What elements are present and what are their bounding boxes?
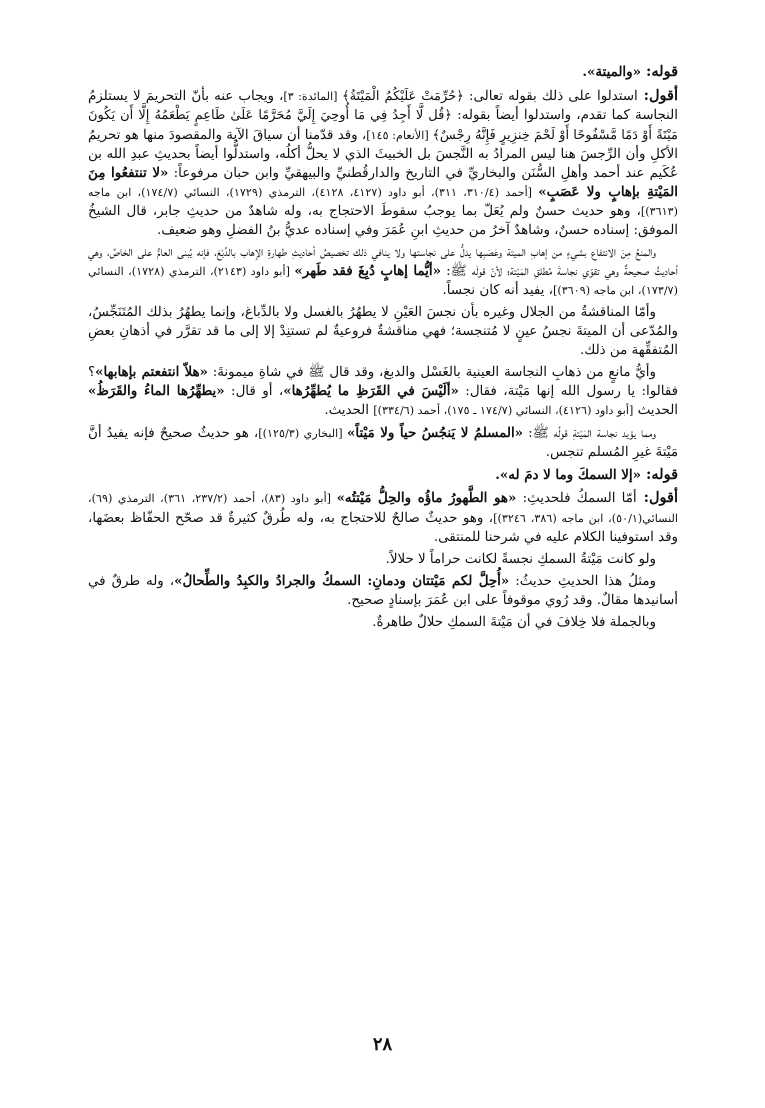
- quran-verse: ﴿حُرِّمَتْ عَلَيْكُمُ الْمَيْتَةُ﴾: [341, 88, 464, 104]
- body-text: ، وله طرقٌ في أسانيدها مقالٌ. وقد رُوي موقوفاً على ابن عُمَرَ بإسنادٍ صحيح.: [88, 573, 678, 608]
- citation: [أحمد (٣١٠/٤، ٣١١)، أبو داود (٤١٢٧، ٤١٢٨)، الترمذي (١٧٢٩)، النسائي (١٧٤/٧)، ابن ماجه (٣٦١٣)]: [88, 186, 678, 219]
- body-text: وأيُّ مانعٍ من ذهابِ النجاسة العينية بالغَسْل والدبغ، وقد قال ﷺ في شاةِ ميمونةَ:: [207, 365, 656, 381]
- emphasis-text: «لا تنتفعُوا مِنَ المَيْتةِ بإهابٍ ولا عَصَبٍ»: [88, 165, 678, 201]
- body-text: استدلوا على ذلك بقوله تعالى:: [463, 88, 638, 104]
- emphasis-text: «المسلمُ لا يَنجُسُ حياً ولا مَيْتاً»: [347, 424, 524, 441]
- paragraph: [88, 86, 678, 241]
- paragraph: [88, 550, 678, 569]
- emphasis-text: قوله:: [640, 465, 678, 483]
- body-text: الحديث: [633, 403, 678, 419]
- quran-verse: ﴿قُل لَّا أَجِدُ فِي مَا أُوحِيَ إِلَيَّ مُحَرَّمًا عَلَىٰ طَاعِمٍ يَطْعَمُهُ إِلَّا أَن يَكُونَ مَيْتَةً أَوْ دَمًا مَّسْفُوحًا أَوْ لَحْمَ خِنزِيرٍ فَإِنَّهُ رِجْسٌ﴾: [88, 108, 678, 143]
- body-text: والمنعُ مِنَ الانتفاع بشيءٍ من إهابِ الميتة وعَصَبِها يدلُّ على نجاستها ولا ينافي ذلك تخصيصُ أحاديثِ طهارةِ الإهاب بالدِّبْغ، فإنه يُبنى العامُّ على الخاصِّ، وهي أحاديثُ صحيحةٌ وهي تقوّي نجاسةَ مُطلقِ المَيْتة؛ لأنّ قولَه ﷺ:: [88, 245, 678, 280]
- paragraph: [88, 363, 678, 420]
- citation: [المائدة: ٣]: [283, 89, 342, 103]
- body-text: ، وقد قدّمنا أن سياقَ الآية والمقصودَ منها هو تحريمُ الأكلِ وأن الرِّجسَ هنا ليس المرادُ به النَّجسَ بل الخبيثَ الذي لا يحلُّ أكلُه، واستدلُّوا أيضاً بحديثِ عبدِ الله بن عُكَيم عند أحمد وأهلِ السُّنَن والبخاريِّ في التاريخ والدارقُطنيِّ والبيهقيِّ وابن حبان مرفوعاً:: [88, 127, 678, 182]
- page-text-block: [88, 62, 678, 1052]
- paragraph: [88, 424, 678, 462]
- paragraph: [88, 488, 678, 547]
- emphasis-text: قوله:: [640, 63, 678, 80]
- emphasis-text: «والميتة».: [582, 64, 641, 80]
- emphasis-text: «هو الطَّهورُ ماؤُه والحِلُّ مَيْتتُه»: [336, 490, 517, 507]
- paragraph: [88, 613, 678, 632]
- paragraph: [88, 303, 678, 360]
- emphasis-text: «ألَيْسَ في القَرَظِ ما يُطهِّرُها»: [283, 383, 459, 400]
- body-text: وبالجملة فلا خِلافَ في أن مَيْتةَ السمكِ حلالٌ طاهرةٌ.: [372, 614, 656, 630]
- body-text: ؟ فقالوا: يا رسول الله إنها مَيْتة، فقال:: [88, 365, 678, 400]
- body-text: ، ويجاب عنه بأنّ التحريمَ لا يستلزمُ النجاسة كما تقدم، واستدلوا أيضاً بقوله:: [88, 88, 678, 124]
- body-text: أمّا السمكُ فلحديثِ:: [516, 491, 637, 507]
- body-text: ، أو قال:: [224, 384, 284, 400]
- body-text: ، وهو حديث حسنٌ ولم يُعَلّ بما يوجبُ سقوطَ الاحتجاج به، وله شاهدٌ من حديثِ جابر، قال الشيخُ الموفق: إسناده حسنٌ، وشاهدٌ آخرُ من حديثِ ابنِ عُمَرَ وفي إسناده عديُّ بنُ الفضلِ وهو ضعيف.: [88, 204, 678, 239]
- citation: [أبو داود (٨٣)، أحمد (٢٣٧/٢، ٣٦١)، الترمذي (٦٩)، النسائي(٥٠/١)، ابن ماجه (٣٨٦، ٣٢٤٦)]: [88, 492, 678, 525]
- body-text: وأمّا المناقشةُ من الجلال وغيره بأن نجسَ العَيْنِ لا يطهُرُ بالغسل ولا بالدِّباغ، وإنما يطهُرُ بذلك المُتَنَجِّسُ، والمُدّعى أن الميتةَ نجسُ عينٍ لا مُتنجسة؛ فهي مناقشةٌ فروعيةٌ لم تستنِدْ إلا إلى ما قد تقرَّر في أذهانِ بعضِ المُتفقِّهة من ذلك.: [88, 305, 678, 359]
- page-number: ٢٨: [372, 1034, 393, 1055]
- citation: [الأنعام: ١٤٥]: [366, 128, 433, 142]
- citation: [أبو داود (٢١٤٣)، الترمذي (١٧٢٨)، النسائي (١٧٣/٧)، ابن ماجه (٣٦٠٩)]: [88, 265, 678, 298]
- paragraph: [88, 572, 678, 610]
- body-text: ، هو حديثٌ صحيحٌ فإنه يفيدُ أنَّ مَيْتةَ غيرِ المُسلم تنجس.: [88, 425, 678, 460]
- emphasis-text: «أيُّما إهابٍ دُبِغَ فقد طَهر»: [294, 263, 441, 280]
- emphasis-text: «يطهِّرُها الماءُ والقَرَظُ»: [88, 383, 225, 400]
- citation: [البخاري (١٢٥/٣)]: [258, 426, 348, 440]
- body-text: ، يفيد أنه كان نجساً.: [442, 283, 553, 299]
- emphasis-text: أقول:: [637, 86, 678, 104]
- body-text: ومثلُ هذا الحديثِ حديثُ:: [509, 573, 656, 589]
- emphasis-text: «هلاّ انتفعتم بإهابها»: [95, 364, 208, 381]
- paragraph: [88, 243, 678, 300]
- body-text: ومما يؤيد نجاسة المَيْتةِ قولُه ﷺ:: [523, 425, 656, 441]
- emphasis-text: «إلا السمكَ وما لا دمَ له».: [495, 466, 641, 483]
- paragraph: [88, 62, 678, 83]
- body-text: ولو كانت مَيْتةُ السمكِ نجسةً لكانت حراماً لا حلالاً.: [385, 551, 656, 567]
- emphasis-text: أقول:: [636, 489, 678, 507]
- paragraph: [88, 465, 678, 486]
- body-text: ، وهو حديثٌ صالحٌ للاحتجاج به، وله طُرقٌ كثيرةٌ قد صحّح الحفّاظ بعضَها، وقد استوفينا الكلام عليه في شرحنا للمنتقى.: [88, 510, 678, 545]
- emphasis-text: «أُحِلَّ لكم مَيْتتان ودمانِ: السمكُ والجرادُ والكبِدُ والطِّحالُ»: [174, 572, 510, 589]
- body-text: الحديث.: [324, 403, 374, 419]
- citation: [أبو داود (٤١٢٦)، النسائي (١٧٤/٧ ـ ١٧٥)، أحمد (٣٣٤/٦)]: [373, 404, 634, 418]
